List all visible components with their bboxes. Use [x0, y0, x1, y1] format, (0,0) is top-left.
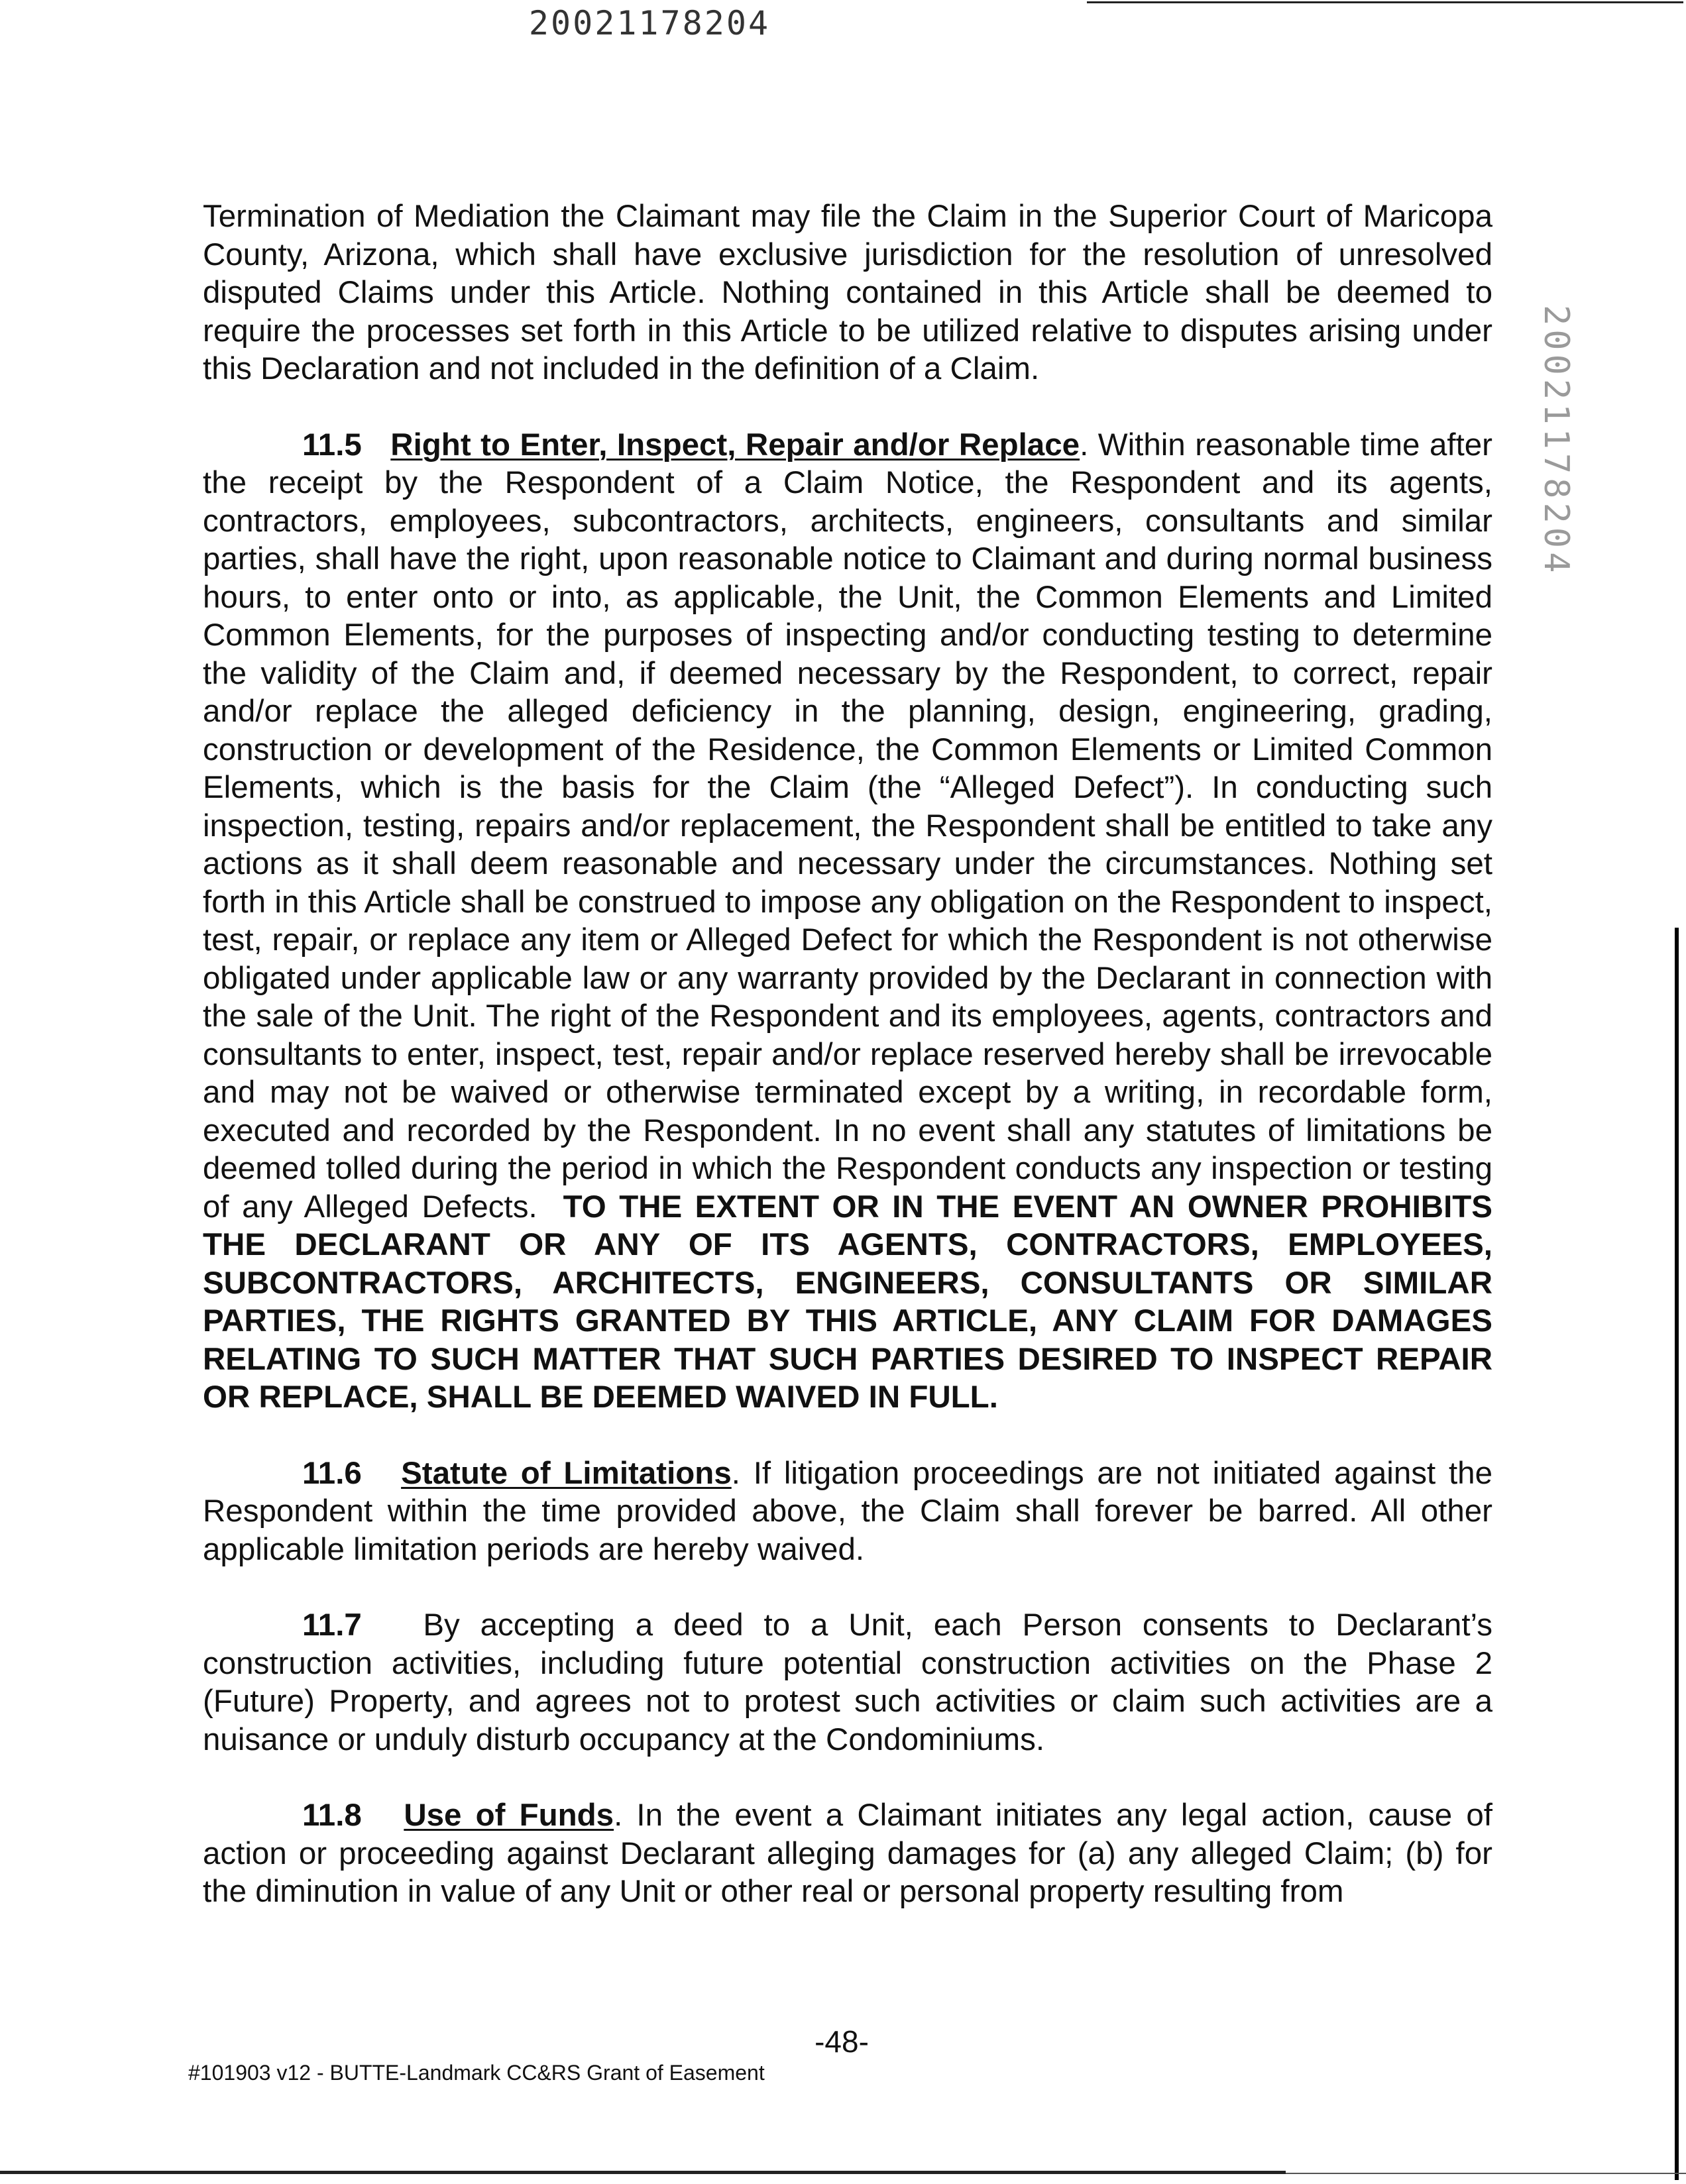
section-11-5 [203, 426, 1492, 1417]
paragraph-continuation [203, 197, 1492, 388]
side-recording-stamp: 20021178204 [1536, 305, 1576, 577]
section-title: Right to Enter, Inspect, Repair and/or Replace [390, 427, 1080, 463]
section-text: . If litigation proceedings are not initiated against the Respondent within the time provided above, the Claim shall forever be barred. All other applicable limitation periods are hereby waived. [203, 1455, 1493, 1567]
section-caps-text: TO THE EXTENT OR IN THE EVENT AN OWNER PROHIBITS THE DECLARANT OR ANY OF ITS AGENTS, CONTRACTORS, EMPLOYEES, SUBCONTRACTORS, ARCHITECTS, ENGINEERS, CONSULTANTS OR SIMILAR PARTIES, THE RIGHTS GRANTED BY THIS ARTICLE, ANY CLAIM FOR DAMAGES RELATING TO SUCH MATTER THAT SUCH PARTIES DESIRED TO INSPECT REPAIR OR REPLACE, SHALL BE DEEMED WAIVED IN FULL. [203, 1189, 1492, 1415]
page-number: -48- [815, 2024, 869, 2059]
footer-doc-ref: #101903 v12 - BUTTE-Landmark CC&RS Grant of Easement [188, 2061, 765, 2085]
section-number: 11.5 [302, 427, 362, 463]
section-title: Statute of Limitations [401, 1455, 732, 1491]
bottom-rule-thin [1286, 2173, 1686, 2174]
section-text: By accepting a deed to a Unit, each Person consents to Declarant’s construction activities, including future potential construction activities on the Phase 2 (Future) Property, and agrees not to protest such activities or claim such activities are a nuisance or unduly disturb occupancy at the Condominiums. [203, 1608, 1492, 1757]
section-11-7 [203, 1606, 1492, 1759]
paragraph-text: Termination of Mediation the Claimant may file the Claim in the Superior Court of Maricopa County, Arizona, which shall have exclusive jurisdiction for the resolution of unresolved disputed Claims under this Article. Nothing contained in this Article shall be deemed to require the processes set forth in this Article to be utilized relative to disputes arising under this Declaration and not included in the definition of a Claim. [203, 199, 1492, 386]
section-11-8 [203, 1796, 1492, 1911]
section-text: . Within reasonable time after the receipt by the Respondent of a Claim Notice, the Respondent and its agents, contractors, employees, subcontractors, architects, engineers, consultants and similar parties, shall have the right, upon reasonable notice to Claimant and during normal business hours, to enter onto or into, as applicable, the Unit, the Common Elements and Limited Common Elements, for the purposes of inspecting and/or conducting testing to determine the validity of the Claim and, if deemed necessary by the Respondent, to correct, repair and/or replace the alleged deficiency in the planning, design, engineering, grading, construction or development of the Residence, the Common Elements or Limited Common Elements, which is the basis for the Claim (the “Alleged Defect”). In conducting such inspection, testing, repairs and/or replacement, the Respondent shall be entitled to take any actions as it shall deem reasonable and necessary under the circumstances. Nothing set forth in this Article shall be construed to impose any obligation on the Respondent to inspect, test, repair, or replace any item or Alleged Defect for which the Respondent is not otherwise obligated under applicable law or any warranty provided by the Declarant in connection with the sale of the Unit. The right of the Respondent and its employees, agents, contractors and consultants to enter, inspect, test, repair and/or replace reserved hereby shall be irrevocable and may not be waived or otherwise terminated except by a writing, in recordable form, executed and recorded by the Respondent. In no event shall any statutes of limitations be deemed tolled during the period in which the Respondent conducts any inspection or testing of any Alleged Defects. [203, 427, 1493, 1225]
recording-number: 20021178204 [528, 4, 771, 42]
bottom-rule [0, 2171, 1286, 2174]
section-title: Use of Funds [404, 1798, 614, 1833]
section-number: 11.7 [302, 1608, 362, 1643]
right-edge-bar [1675, 928, 1679, 2180]
section-number: 11.8 [302, 1798, 362, 1833]
section-11-6 [203, 1454, 1492, 1569]
document-body [203, 197, 1492, 1949]
section-number: 11.6 [302, 1455, 362, 1491]
top-rule [1087, 1, 1683, 3]
section-text: . In the event a Claimant initiates any legal action, cause of action or proceeding against Declarant alleging damages for (a) any alleged Claim; (b) for the diminution in value of any Unit or other real or personal property resulting from [203, 1798, 1493, 1909]
